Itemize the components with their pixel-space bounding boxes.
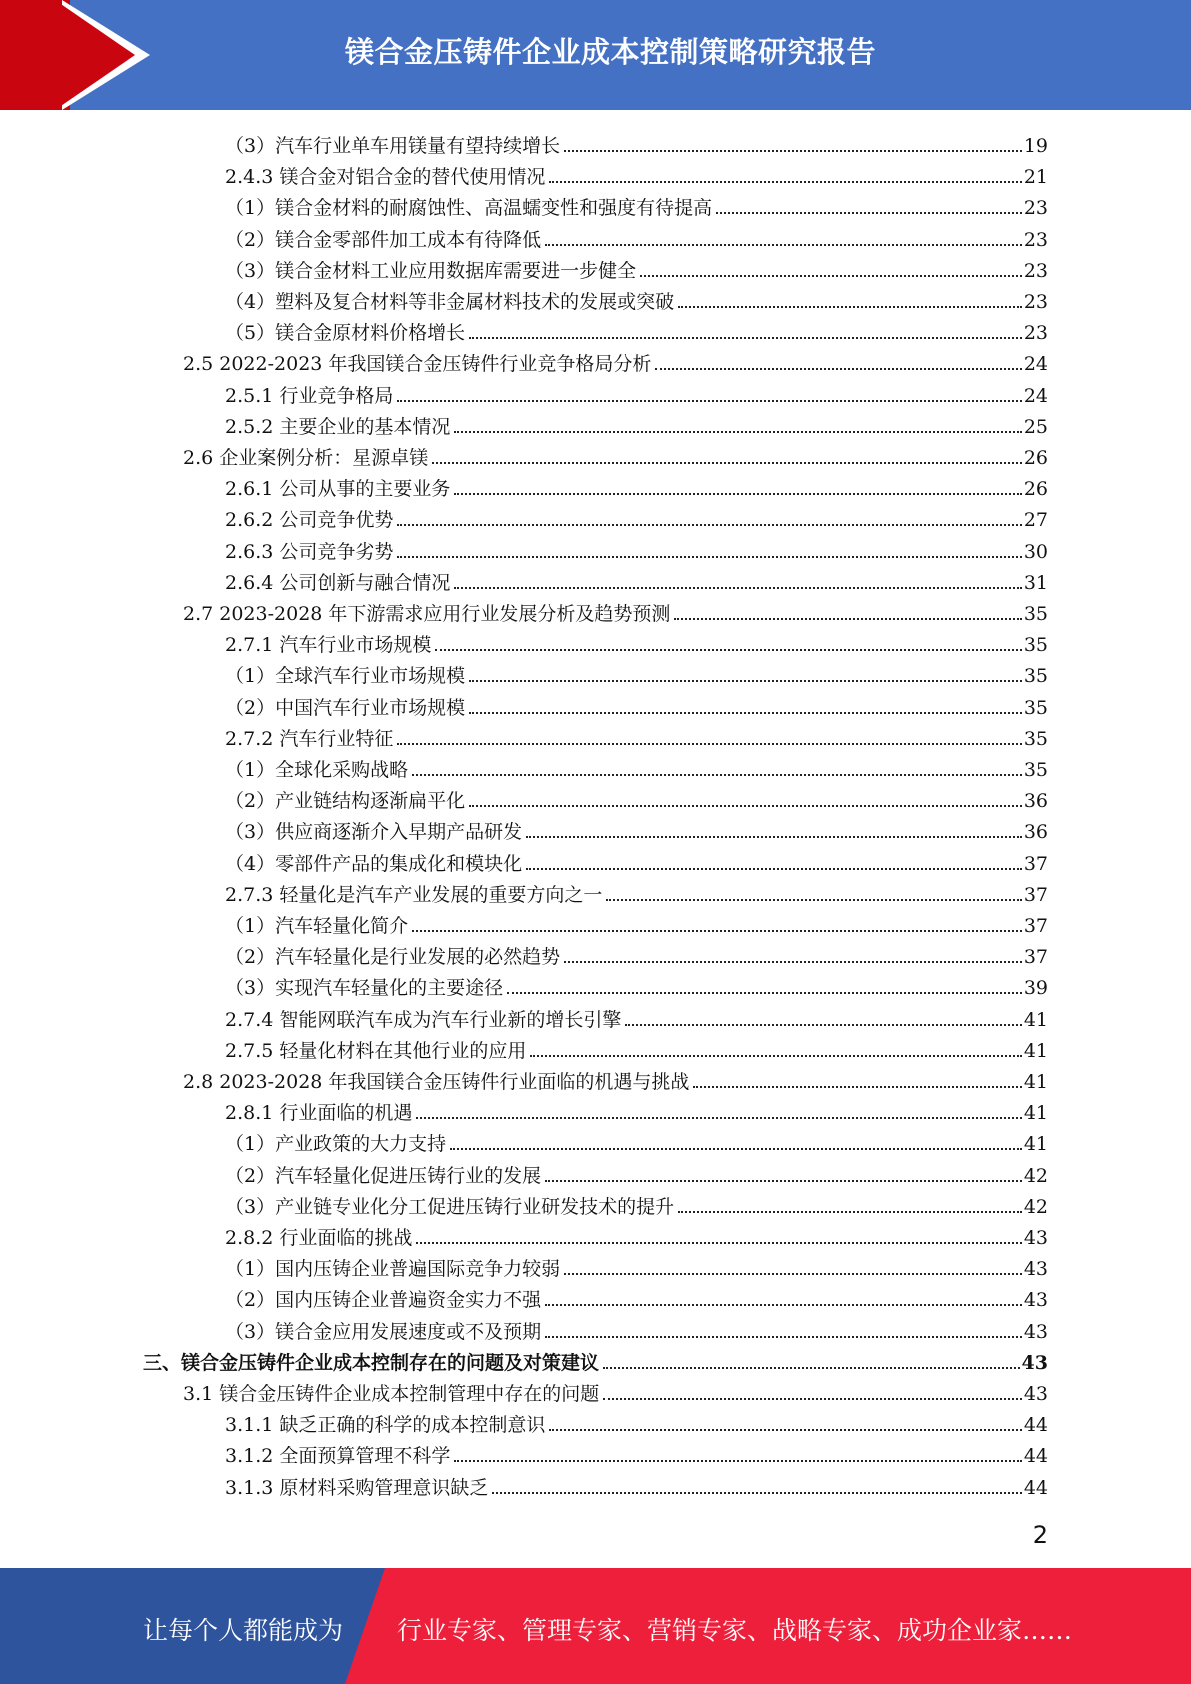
toc-dot-leader xyxy=(545,244,1022,246)
toc-dot-leader xyxy=(655,368,1021,370)
toc-entry[interactable] xyxy=(183,1063,1048,1094)
toc-dot-leader xyxy=(435,649,1021,651)
toc-entry-page: 43 xyxy=(1023,1320,1048,1343)
toc-entry-label: 2.7 2023-2028 年下游需求应用行业发展分析及趋势预测 xyxy=(183,603,671,625)
toc-entry-label: 2.8.2 行业面临的挑战 xyxy=(225,1227,413,1249)
toc-entry-page: 42 xyxy=(1023,1195,1048,1218)
toc-entry-page: 36 xyxy=(1023,790,1048,813)
toc-entry[interactable] xyxy=(225,158,1048,189)
toc-dot-leader xyxy=(625,1024,1021,1026)
toc-entry-page: 37 xyxy=(1023,915,1048,937)
toc-entry-page: 19 xyxy=(1023,135,1048,157)
toc-entry-label: 2.7.1 汽车行业市场规模 xyxy=(225,634,432,657)
toc-entry-label: 3.1.1 缺乏正确的科学的成本控制意识 xyxy=(225,1414,546,1437)
toc-entry-page: 41 xyxy=(1023,1133,1048,1156)
toc-entry-label: （3）供应商逐渐介入早期产品研发 xyxy=(225,821,523,844)
toc-dot-leader xyxy=(469,337,1022,339)
toc-dot-leader xyxy=(397,524,1021,526)
toc-entry-page: 23 xyxy=(1023,291,1048,313)
toc-dot-leader xyxy=(397,743,1021,745)
toc-entry-label: 2.7.4 智能网联汽车成为汽车行业新的增长引擎 xyxy=(225,1008,622,1031)
toc-entry[interactable] xyxy=(225,1250,1048,1281)
toc-entry-page: 31 xyxy=(1023,571,1048,594)
toc-entry[interactable] xyxy=(225,969,1048,1000)
toc-dot-leader xyxy=(564,1273,1022,1275)
toc-entry-label: （1）镁合金材料的耐腐蚀性、高温蠕变性和强度有待提高 xyxy=(225,197,713,220)
toc-dot-leader xyxy=(530,1055,1021,1057)
toc-entry[interactable] xyxy=(225,1157,1048,1188)
toc-entry[interactable] xyxy=(225,845,1048,876)
toc-entry-page: 35 xyxy=(1023,696,1048,719)
toc-entry[interactable] xyxy=(225,221,1048,252)
toc-dot-leader xyxy=(545,1180,1022,1182)
toc-dot-leader xyxy=(545,1304,1022,1306)
toc-dot-leader xyxy=(693,1086,1021,1088)
toc-entry-label: 2.4.3 镁合金对铝合金的替代使用情况 xyxy=(225,166,546,189)
toc-entry[interactable] xyxy=(225,1032,1048,1063)
toc-entry-label: 2.6.2 公司竞争优势 xyxy=(225,509,394,532)
toc-entry-page: 43 xyxy=(1021,1351,1048,1374)
toc-dot-leader xyxy=(469,680,1022,682)
toc-entry-label: 2.5 2022-2023 年我国镁合金压铸件行业竞争格局分析 xyxy=(183,353,652,376)
toc-entry-label: （3）镁合金材料工业应用数据库需要进一步健全 xyxy=(225,259,637,282)
toc-dot-leader xyxy=(397,400,1021,402)
toc-entry[interactable] xyxy=(225,1094,1048,1125)
toc-entry[interactable] xyxy=(225,314,1048,345)
toc-entry-page: 37 xyxy=(1023,946,1048,969)
toc-entry-label: 2.5.2 主要企业的基本情况 xyxy=(225,415,451,438)
toc-entry[interactable] xyxy=(225,751,1048,782)
toc-entry[interactable] xyxy=(225,876,1048,907)
page-number: 2 xyxy=(1032,1521,1048,1549)
toc-entry-label: 三、镁合金压铸件企业成本控制存在的问题及对策建议 xyxy=(143,1351,600,1374)
toc-entry-page: 44 xyxy=(1023,1445,1048,1468)
header-banner xyxy=(0,0,1191,110)
toc-entry[interactable] xyxy=(225,1406,1048,1437)
toc-entry-label: （4）零部件产品的集成化和模块化 xyxy=(225,852,523,875)
toc-dot-leader xyxy=(716,212,1022,214)
toc-entry-label: （4）塑料及复合材料等非金属材料技术的发展或突破 xyxy=(225,291,675,313)
toc-entry[interactable] xyxy=(225,1313,1048,1344)
toc-entry[interactable] xyxy=(225,533,1048,564)
toc-dot-leader xyxy=(432,462,1022,464)
toc-entry-label: 2.8.1 行业面临的机遇 xyxy=(225,1102,413,1125)
toc-dot-leader xyxy=(678,1211,1022,1213)
toc-dot-leader xyxy=(564,961,1022,963)
toc-entry-label: （2）产业链结构逐渐扁平化 xyxy=(225,790,466,813)
toc-dot-leader xyxy=(469,805,1022,807)
toc-dot-leader xyxy=(469,712,1022,714)
toc-dot-leader xyxy=(549,181,1021,183)
toc-entry-page: 37 xyxy=(1023,883,1048,906)
footer-slogan-left: 让每个人都能成为 xyxy=(143,1616,344,1645)
toc-entry-page: 35 xyxy=(1023,665,1048,688)
toc-entry-page: 23 xyxy=(1023,228,1048,251)
toc-entry-page: 43 xyxy=(1023,1289,1048,1312)
toc-entry[interactable] xyxy=(225,252,1048,283)
toc-entry-label: （5）镁合金原材料价格增长 xyxy=(225,322,466,345)
toc-entry[interactable] xyxy=(183,439,1048,470)
toc-entry-page: 37 xyxy=(1023,852,1048,875)
toc-dot-leader xyxy=(545,1336,1022,1338)
toc-entry-page: 35 xyxy=(1023,759,1048,781)
toc-dot-leader xyxy=(412,774,1022,776)
toc-entry-page: 23 xyxy=(1023,259,1048,282)
toc-entry[interactable] xyxy=(225,720,1048,751)
toc-dot-leader xyxy=(603,1398,1022,1400)
toc-entry-page: 39 xyxy=(1023,977,1048,1000)
toc-entry-label: 2.6.1 公司从事的主要业务 xyxy=(225,478,451,501)
toc-entry-label: （3）镁合金应用发展速度或不及预期 xyxy=(225,1320,542,1343)
toc-dot-leader xyxy=(564,150,1022,152)
toc-dot-leader xyxy=(454,1460,1021,1462)
toc-entry-label: 3.1 镁合金压铸件企业成本控制管理中存在的问题 xyxy=(183,1383,600,1405)
toc-entry-page: 44 xyxy=(1023,1476,1048,1499)
toc-entry[interactable] xyxy=(225,813,1048,844)
toc-entry-label: （3）产业链专业化分工促进压铸行业研发技术的提升 xyxy=(225,1195,675,1218)
toc-dot-leader xyxy=(397,556,1021,558)
toc-entry[interactable] xyxy=(225,189,1048,220)
toc-entry[interactable] xyxy=(183,595,1048,626)
toc-entry-label: （1）全球汽车行业市场规模 xyxy=(225,665,466,688)
toc-entry-page: 35 xyxy=(1023,727,1048,750)
toc-entry-page: 44 xyxy=(1023,1414,1048,1437)
toc-dot-leader xyxy=(674,618,1021,620)
toc-entry[interactable] xyxy=(225,1219,1048,1250)
toc-entry-page: 35 xyxy=(1023,603,1048,625)
footer-slogan-right: 行业专家、管理专家、营销专家、战略专家、成功企业家…… xyxy=(397,1616,1073,1645)
toc-dot-leader xyxy=(606,899,1021,901)
toc-dot-leader xyxy=(549,1429,1021,1431)
toc-entry-page: 42 xyxy=(1023,1164,1048,1187)
toc-entry-label: 2.6.3 公司竞争劣势 xyxy=(225,540,394,563)
toc-entry-label: （1）产业政策的大力支持 xyxy=(225,1133,447,1156)
toc-entry[interactable] xyxy=(183,1375,1048,1406)
toc-entry[interactable] xyxy=(225,657,1048,688)
toc-dot-leader xyxy=(492,1492,1021,1494)
toc-dot-leader xyxy=(507,992,1022,994)
toc-entry-page: 21 xyxy=(1023,166,1048,189)
toc-entry-label: （2）国内压铸企业普遍资金实力不强 xyxy=(225,1289,542,1312)
toc-entry[interactable] xyxy=(225,938,1048,969)
toc-dot-leader xyxy=(640,275,1022,277)
footer-banner xyxy=(0,1568,1191,1684)
toc-entry[interactable] xyxy=(183,345,1048,376)
toc-entry-label: （2）汽车轻量化是行业发展的必然趋势 xyxy=(225,946,561,969)
toc-entry[interactable] xyxy=(225,408,1048,439)
toc-dot-leader xyxy=(603,1367,1020,1369)
toc-dot-leader xyxy=(454,587,1021,589)
toc-entry[interactable] xyxy=(225,1281,1048,1312)
toc-entry-page: 26 xyxy=(1023,478,1048,501)
toc-entry-page: 41 xyxy=(1023,1102,1048,1125)
toc-dot-leader xyxy=(454,493,1021,495)
toc-entry-page: 41 xyxy=(1023,1008,1048,1031)
toc-entry-label: 2.6.4 公司创新与融合情况 xyxy=(225,571,451,594)
toc-entry[interactable] xyxy=(225,283,1048,314)
toc-entry-label: 2.7.2 汽车行业特征 xyxy=(225,727,394,750)
toc-dot-leader xyxy=(454,431,1021,433)
toc-dot-leader xyxy=(526,868,1022,870)
toc-entry-label: 2.8 2023-2028 年我国镁合金压铸件行业面临的机遇与挑战 xyxy=(183,1071,690,1093)
toc-entry[interactable] xyxy=(225,470,1048,501)
toc-entry-page: 43 xyxy=(1023,1258,1048,1281)
toc-entry[interactable] xyxy=(225,377,1048,408)
toc-entry-label: （1）汽车轻量化简介 xyxy=(225,915,409,937)
toc-dot-leader xyxy=(416,1117,1021,1119)
toc-entry[interactable] xyxy=(225,782,1048,813)
toc-entry[interactable] xyxy=(225,127,1048,158)
toc-dot-leader xyxy=(450,1148,1022,1150)
toc-entry-label: （3）实现汽车轻量化的主要途径 xyxy=(225,977,504,1000)
toc-entry-page: 43 xyxy=(1023,1227,1048,1249)
toc-entry-page: 41 xyxy=(1023,1039,1048,1062)
toc-entry-label: （2）汽车轻量化促进压铸行业的发展 xyxy=(225,1164,542,1187)
toc-entry-page: 43 xyxy=(1023,1383,1048,1405)
toc-entry[interactable] xyxy=(225,907,1048,938)
toc-entry-page: 30 xyxy=(1023,540,1048,563)
toc-entry-page: 24 xyxy=(1023,353,1048,376)
toc-entry-page: 35 xyxy=(1023,634,1048,657)
toc-entry-label: 3.1.2 全面预算管理不科学 xyxy=(225,1445,451,1468)
toc-entry-label: （2）中国汽车行业市场规模 xyxy=(225,696,466,719)
toc-entry[interactable] xyxy=(225,1188,1048,1219)
toc-entry-page: 41 xyxy=(1023,1071,1048,1093)
toc-entry[interactable] xyxy=(225,626,1048,657)
toc-entry-page: 25 xyxy=(1023,415,1048,438)
toc-entry-page: 23 xyxy=(1023,322,1048,345)
toc-dot-leader xyxy=(416,1242,1021,1244)
toc-entry[interactable] xyxy=(225,1125,1048,1156)
toc-entry[interactable] xyxy=(225,501,1048,532)
toc-entry-page: 36 xyxy=(1023,821,1048,844)
toc-entry-label: 2.6 企业案例分析：星源卓镁 xyxy=(183,447,429,469)
toc-entry-label: （1）全球化采购战略 xyxy=(225,759,409,781)
toc-entry-label: （1）国内压铸企业普遍国际竞争力较弱 xyxy=(225,1258,561,1281)
toc-entry[interactable] xyxy=(225,1001,1048,1032)
toc-entry[interactable] xyxy=(143,1344,1048,1375)
toc-entry[interactable] xyxy=(225,1437,1048,1468)
toc-dot-leader xyxy=(526,836,1022,838)
toc-entry[interactable] xyxy=(225,564,1048,595)
toc-entry[interactable] xyxy=(225,1469,1048,1500)
toc-entry-label: （3）汽车行业单车用镁量有望持续增长 xyxy=(225,135,561,157)
toc-entry[interactable] xyxy=(225,689,1048,720)
toc-dot-leader xyxy=(678,306,1022,308)
toc-dot-leader xyxy=(412,930,1022,932)
toc-entry-label: 2.5.1 行业竞争格局 xyxy=(225,384,394,407)
toc-entry-label: （2）镁合金零部件加工成本有待降低 xyxy=(225,228,542,251)
toc-entry-page: 27 xyxy=(1023,509,1048,532)
toc-entry-page: 24 xyxy=(1023,384,1048,407)
toc-entry-page: 23 xyxy=(1023,197,1048,220)
toc-entry-label: 2.7.3 轻量化是汽车产业发展的重要方向之一 xyxy=(225,883,603,906)
toc-entry-label: 3.1.3 原材料采购管理意识缺乏 xyxy=(225,1476,489,1499)
toc-entry-page: 26 xyxy=(1023,447,1048,469)
report-title: 镁合金压铸件企业成本控制策略研究报告 xyxy=(344,35,876,69)
toc-entry-label: 2.7.5 轻量化材料在其他行业的应用 xyxy=(225,1039,527,1062)
